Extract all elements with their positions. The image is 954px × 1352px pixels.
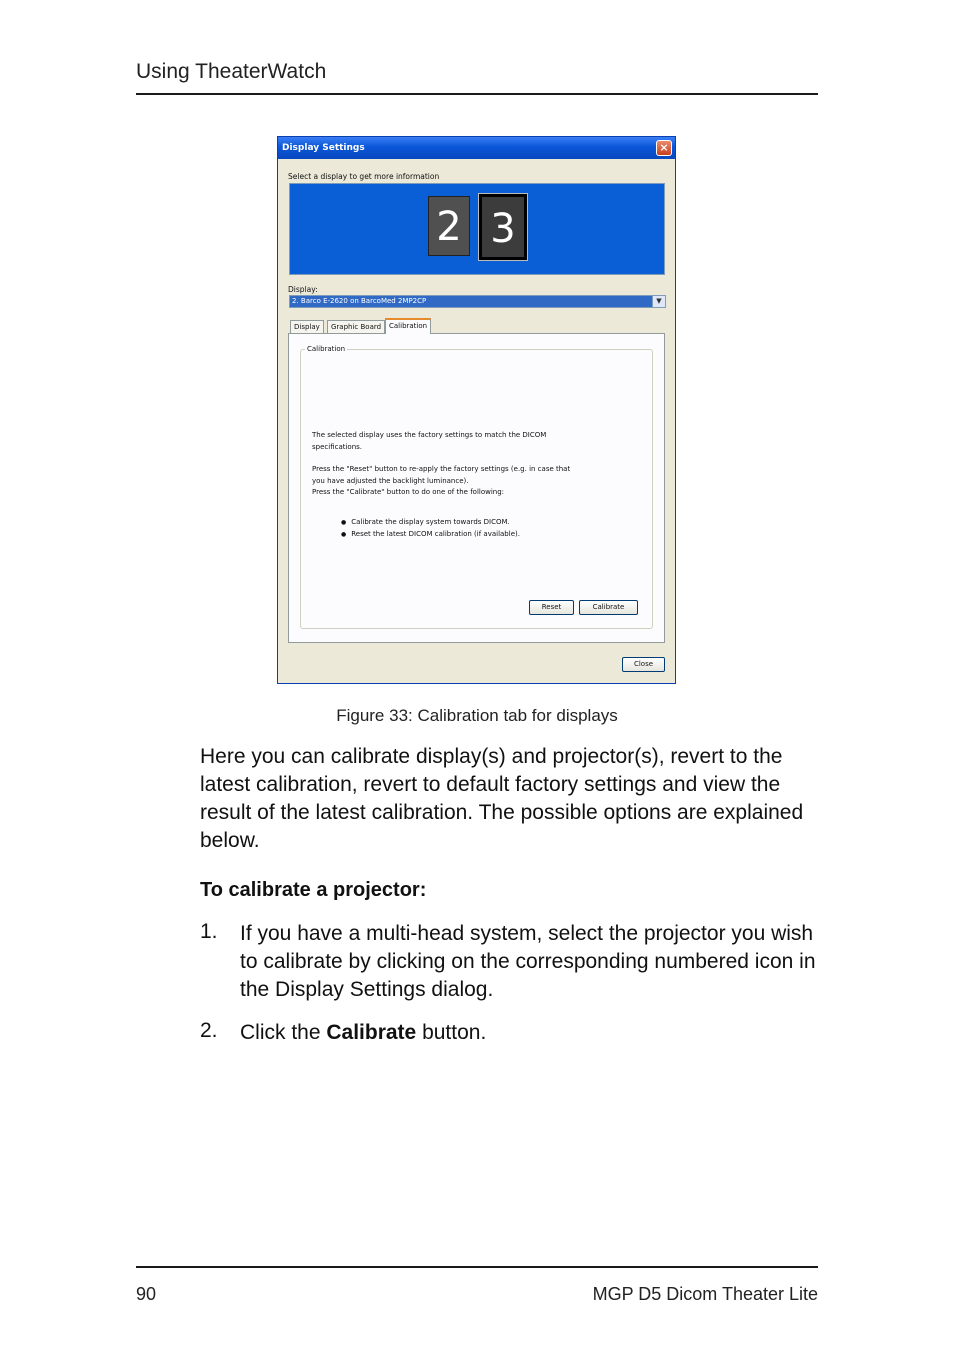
calibration-groupbox	[300, 345, 653, 629]
display-select-value: 2. Barco E-2620 on BarcoMed 2MP2CP	[292, 297, 427, 305]
step-text-2-pre: Click the	[240, 1021, 327, 1044]
tab-display[interactable]: Display	[290, 320, 324, 333]
reset-button[interactable]: Reset	[529, 600, 574, 615]
body-paragraph: Here you can calibrate display(s) and projector(s), revert to the latest calibration, revert to default factory settings and view the result of the latest calibration. The possible options are explained below.	[200, 745, 804, 852]
footer-rule	[136, 1266, 818, 1268]
page-number: 90	[136, 1284, 157, 1304]
step-text-2	[240, 1019, 820, 1047]
figure-caption: Figure 33: Calibration tab for displays	[336, 706, 618, 725]
step-text-2-bold: Calibrate	[326, 1021, 417, 1044]
list-item: ● Calibrate the display system towards DICOM.	[341, 517, 520, 529]
groupbox-title: Calibration	[307, 345, 346, 353]
dialog-title: Display Settings	[282, 143, 365, 153]
display-label: Display:	[288, 285, 318, 294]
calibration-info-text: The selected display uses the factory settings to match the DICOM specifications.	[312, 431, 547, 451]
step-text-2-post: button.	[416, 1021, 487, 1044]
chevron-down-icon[interactable]: ▼	[652, 296, 665, 307]
select-display-label: Select a display to get more information	[288, 172, 440, 181]
dialog-titlebar	[278, 137, 675, 159]
calibration-tab-panel	[288, 333, 665, 643]
calibrate-button[interactable]: Calibrate	[579, 600, 638, 615]
list-item: ● Reset the latest DICOM calibration (if available).	[341, 529, 520, 541]
close-icon[interactable]: ×	[656, 140, 672, 156]
step-number-1: 1.	[200, 920, 218, 943]
calibrate-info-text: Press the "Calibrate" button to do one of the following:	[312, 488, 505, 496]
running-head: Using TheaterWatch	[136, 60, 327, 83]
monitor-selection-area	[289, 183, 665, 275]
tab-calibration[interactable]: Calibration	[385, 318, 431, 334]
reset-info-text: Press the "Reset" button to re-apply the factory settings (e.g. in case that you have adjusted the backlight luminance).	[312, 465, 571, 485]
display-select[interactable]	[289, 295, 666, 308]
close-button[interactable]: Close	[622, 657, 665, 672]
procedure-heading: To calibrate a projector:	[200, 879, 427, 901]
display-settings-dialog	[277, 136, 676, 684]
tab-graphic-board[interactable]: Graphic Board	[327, 320, 385, 333]
step-number-2: 2.	[200, 1019, 218, 1042]
product-name: MGP D5 Dicom Theater Lite	[592, 1284, 818, 1304]
monitor-icon-3[interactable]: 3	[479, 194, 527, 260]
monitor-icon-2[interactable]: 2	[428, 196, 470, 256]
calibrate-options-list	[341, 517, 520, 540]
step-text-1: If you have a multi-head system, select the projector you wish to calibrate by clicking on the corresponding numbered icon in the Display Settings dialog.	[240, 922, 816, 1001]
header-rule	[136, 93, 818, 95]
